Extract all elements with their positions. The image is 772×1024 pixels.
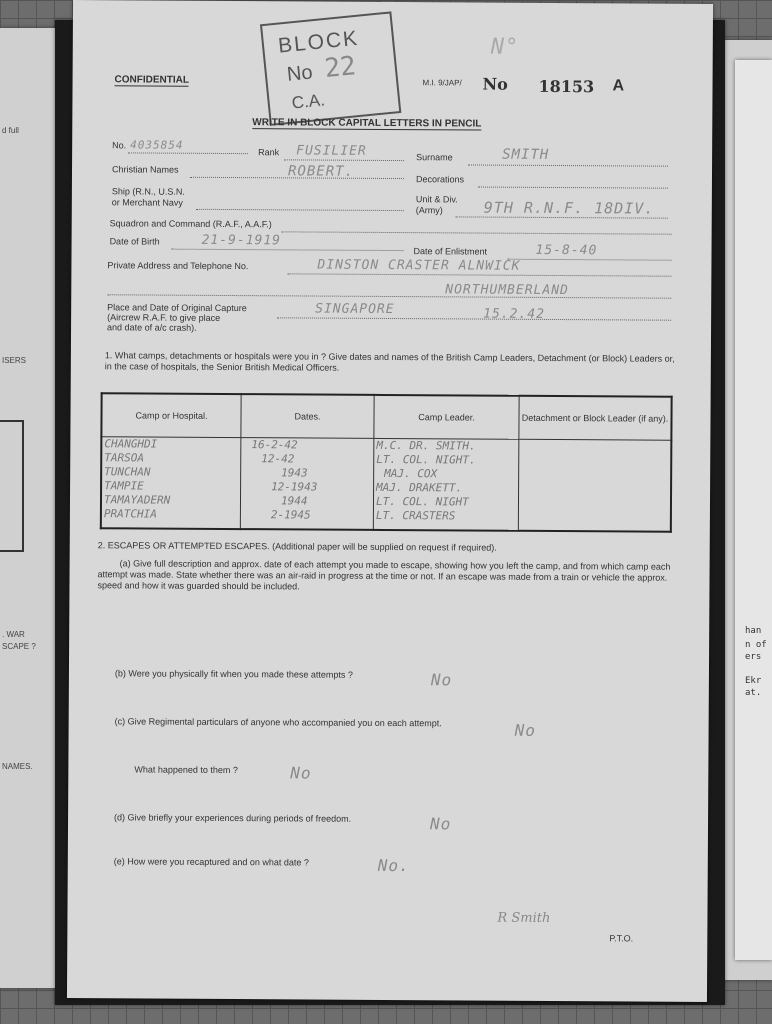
leader-entry: LT. COL. NIGHT. <box>376 452 476 467</box>
camp-entry: TARSOA <box>104 451 145 465</box>
stamp-text: BLOCK <box>277 26 361 58</box>
left-page-text: d full <box>2 126 19 135</box>
no-label: No. <box>112 140 127 151</box>
confidential-label: CONFIDENTIAL <box>114 74 190 86</box>
christian-names-label: Christian Names <box>111 164 179 175</box>
camp-entry: TAMPIE <box>104 479 144 493</box>
reference-suffix: A <box>612 77 625 95</box>
address-value: DINSTON CRASTER ALNWICK <box>317 257 521 274</box>
enlistment-value: 15-8-40 <box>535 242 598 259</box>
detachment-leaders-cell <box>518 439 671 531</box>
leader-entry: LT. CRASTERS <box>375 508 456 523</box>
capture-date-value: 15.2.42 <box>483 306 545 322</box>
right-page-text: han <box>745 626 762 636</box>
dates-cell <box>240 438 374 530</box>
handwritten-annotation: N° <box>490 34 520 60</box>
ship-label: Ship (R.N., U.S.N. <box>111 186 185 197</box>
right-page-text: at. <box>745 688 762 698</box>
rank-label: Rank <box>258 147 280 158</box>
unit-value: 9TH R.N.F. 18DIV. <box>483 198 655 218</box>
leader-entry: LT. COL. NIGHT <box>375 494 469 509</box>
leader-column-header: Camp Leader. <box>374 395 519 439</box>
enlistment-label: Date of Enlistment <box>413 246 488 257</box>
stamp-text: C.A. <box>290 90 326 113</box>
left-page-text: ISERS <box>2 356 27 365</box>
camps-table <box>100 392 673 532</box>
capture-place-value: SINGAPORE <box>315 301 395 318</box>
left-page-text: NAMES. <box>2 762 33 771</box>
field-line <box>287 273 671 276</box>
capture-label: and date of a/c crash). <box>107 322 197 333</box>
field-line <box>196 209 404 211</box>
camp-entry: PRATCHIA <box>103 507 157 521</box>
field-line <box>172 249 404 251</box>
question-2c-followup-text: What happened to them ? <box>134 764 238 776</box>
field-line <box>128 152 248 154</box>
stamp-number: 22 <box>323 51 358 85</box>
form-heading: WRITE IN BLOCK CAPITAL LETTERS IN PENCIL <box>252 117 482 130</box>
stamp-text: No <box>285 61 314 86</box>
question-2c-followup-answer: No <box>290 763 312 783</box>
right-underlying-page-typed <box>735 60 772 960</box>
dates-column-header: Dates. <box>241 394 374 438</box>
right-page-text: Ekr <box>745 676 762 686</box>
date-entry: 2-1945 <box>270 508 311 522</box>
pto-label: P.T.O. <box>609 933 634 944</box>
question-2a-text: (a) Give full description and approx. date of each attempt you made to escape, showing how you left the camp, and from which camp each attempt was made. State whether there was an air-raid in progress at the time or not. If an escape was made from a train or vehicle the approx. speed and how it was guarded should be included. <box>97 558 671 592</box>
question-2c-text: (c) Give Regimental particulars of anyone who accompanied you on each attempt. <box>114 716 442 729</box>
leader-entry: MAJ. DRAKETT. <box>376 480 463 495</box>
camp-entry: TUNCHAN <box>104 465 151 479</box>
date-entry: 12-42 <box>261 452 295 466</box>
camp-leaders-cell <box>373 438 519 530</box>
detachment-column-header: Detachment or Block Leader (if any). <box>519 396 672 440</box>
question-2e-text: (e) How were you recaptured and on what date ? <box>113 856 309 868</box>
leader-entry: MAJ. COX <box>384 466 438 481</box>
question-2c-answer: No <box>514 720 536 740</box>
field-line <box>284 159 404 161</box>
field-line <box>468 164 668 166</box>
rank-value: FUSILIER <box>296 143 367 159</box>
pow-questionnaire-form <box>67 0 713 1002</box>
date-entry: 1943 <box>281 466 308 480</box>
reference-no-label: No <box>482 74 508 94</box>
squadron-label: Squadron and Command (R.A.F., A.A.F.) <box>109 218 272 230</box>
question-2-heading: 2. ESCAPES OR ATTEMPTED ESCAPES. (Additional paper will be supplied on request if required). <box>97 540 497 553</box>
camp-entry: CHANGHDI <box>104 437 158 451</box>
camp-names-cell <box>101 437 241 529</box>
reference-number: 18153 <box>538 76 595 97</box>
address-label: Private Address and Telephone No. <box>107 260 249 272</box>
reference-prefix: M.I. 9/JAP/ <box>422 78 462 88</box>
surname-label: Surname <box>416 152 453 163</box>
camp-entry: TAMAYADERN <box>103 493 171 507</box>
left-page-table-box <box>0 420 24 552</box>
date-entry: 1944 <box>280 494 308 508</box>
field-line <box>277 317 671 320</box>
date-entry: 12-1943 <box>271 480 318 494</box>
field-line <box>107 294 671 298</box>
question-1-text: 1. What camps, detachments or hospitals were you in ? Give dates and names of the British Camp Leaders, Detachment (or Block) Leaders or, in the case of hospitals, the Senior British Medical Officers. <box>104 350 675 373</box>
surname-value: SMITH <box>502 146 550 163</box>
signature: R Smith <box>497 910 551 926</box>
field-line <box>282 231 672 234</box>
unit-label: (Army) <box>415 205 443 216</box>
question-2d-text: (d) Give briefly your experiences during periods of freedom. <box>114 812 352 824</box>
capture-label: Place and Date of Original Capture <box>107 302 247 314</box>
question-2b-text: (b) Were you physically fit when you made these attempts ? <box>114 668 353 680</box>
capture-label: (Aircrew R.A.F. to give place <box>107 312 221 323</box>
right-page-text: ers <box>745 652 762 662</box>
question-2e-answer: No. <box>377 855 410 876</box>
dob-value: 21-9-1919 <box>201 232 282 249</box>
question-2d-answer: No <box>429 814 452 834</box>
question-2b-answer: No <box>430 670 453 690</box>
dob-label: Date of Birth <box>109 236 160 247</box>
unit-label: Unit & Div. <box>415 194 458 205</box>
right-page-text: n of <box>745 640 767 650</box>
christian-names-value: ROBERT. <box>287 163 355 180</box>
field-line <box>507 259 671 261</box>
address-value: NORTHUMBERLAND <box>445 282 569 299</box>
left-page-text: . WAR <box>2 630 25 639</box>
camp-column-header: Camp or Hospital. <box>101 393 241 437</box>
left-page-text: SCAPE ? <box>2 642 36 651</box>
ship-label: or Merchant Navy <box>111 197 183 208</box>
date-entry: 16-2-42 <box>251 438 298 452</box>
decorations-label: Decorations <box>415 174 465 185</box>
no-value: 4035854 <box>130 138 184 152</box>
field-line <box>478 187 668 189</box>
block-stamp <box>260 11 401 126</box>
leader-entry: M.C. DR. SMITH. <box>376 438 476 453</box>
